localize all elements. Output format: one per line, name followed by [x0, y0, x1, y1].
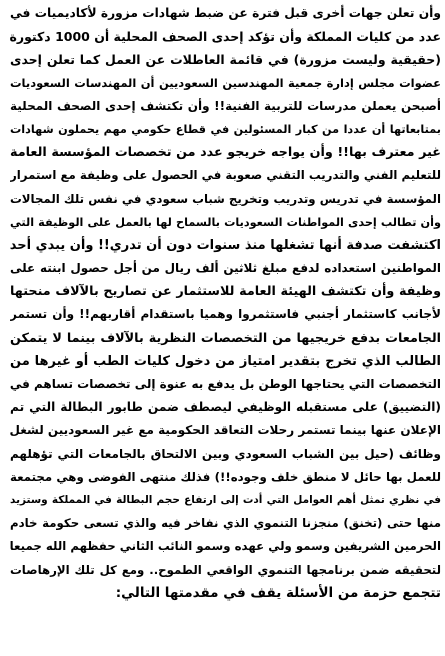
article-line: للعمل بها حائل لا منطق خلف وجوده!!) فذلك منتهى الفوضى وهي مجتمعة: [10, 469, 441, 484]
article-line: منها حتى (تخنق) منجزنا التنموي الذي نفاخر فيه والذي تسعى حكومة خادم: [10, 516, 441, 531]
article-line: المواطنين استعداده لدفع مبلغ ثلاثين ألف ريال من أجل حصول ابنته على: [10, 261, 441, 276]
article-line: بمتابعاتها أن عددا من كبار المسئولين في قطاع حكومي مهم يحملون شهادات: [10, 122, 441, 136]
article-line: لتحقيقه ضمن برنامجها التنموي الواقعي الطموح.. ومع كل تلك الإرهاصات: [10, 562, 441, 577]
article-line: أصبحن يعملن مدرسات للتربية الفنية!! وأن تكتشف إحدى الصحف المحلية: [10, 98, 441, 113]
article-line: (التضييق) على مستقبله الوظيفي ليصطف ضمن طابور البطالة التي تم: [10, 400, 441, 415]
article-line: اكتشفت صدفة أنها تشغلها منذ سنوات دون أن تدري!! وأن يبدي أحد: [10, 237, 441, 253]
article-line: وظيفة وأن تكتشف الهيئة العامة للاستثمار عن تصاريح بالآلاف منحتها: [10, 284, 441, 300]
article-line: تتجمع حزمة من الأسئلة يقف في مقدمتها التالي:: [115, 584, 441, 601]
article-line: الإعلان عنها بينما تستمر رحلات التعاقد الحكومية مع غير السعوديين لشغل: [10, 423, 441, 438]
article-line: عضوات مجلس إدارة جمعية المهندسين السعوديين أن المهندسات السعوديات: [10, 75, 441, 90]
article-line: الحرمين الشريفين وسمو ولي عهده وسمو النائب الثاني حفظهم الله جميعا: [10, 539, 441, 554]
article-line: لأجانب كاستثمار أجنبي فاستثمروا وهميا باستقدام أقاربهم!! وأن تستمر: [10, 307, 441, 322]
article-line: وظائف (حيل بين الشباب السعودي وبين الالتحاق بالجامعات التي تؤهلهم: [10, 446, 441, 461]
article-line: التخصصات التي يحتاجها الوطن بل يدفع به عنوة إلى تخصصات تساهم في: [10, 377, 441, 391]
article-line: المؤسسة في تدريس وتدريب وتخريج شباب سعودي في نفس تلك المجالات: [10, 191, 441, 206]
article-line: الجامعات بدفع خريجيها من التخصصات النظرية بالآلاف بينما لا يتمكن: [10, 330, 441, 346]
article-line: للتعليم الفني والتدريب التقني صعوبة في الحصول على وظيفة مع استمرار: [10, 168, 441, 183]
article-line: وأن تعلن جهات أخرى قبل فترة عن ضبط شهادات مزورة لأكاديميات في: [10, 6, 441, 20]
article-line: الطالب الذي تخرج بتقدير امتياز من دخول كليات الطب أو غيرها من: [10, 353, 441, 369]
article-line: غير معترف بها!! وأن يواجه خريجو عدد من تخصصات المؤسسة العامة: [10, 145, 441, 161]
article-line: عدد من كليات المملكة وأن تؤكد إحدى الصحف المحلية أن 1000 دكتورة: [10, 29, 441, 45]
article-line: (حقيقية وليست مزورة) في قائمة العاطلات عن العمل كما تعلن إحدى: [10, 52, 441, 68]
article-line: في نظري تمثل أهم العوامل التي أدت إلى ارتفاع حجم البطالة في المملكة وستزيد: [10, 493, 441, 506]
article-line: وأن تطالب إحدى المواطنات السعوديات بالسماح لها بالعمل على الوظيفة التي: [10, 215, 441, 229]
